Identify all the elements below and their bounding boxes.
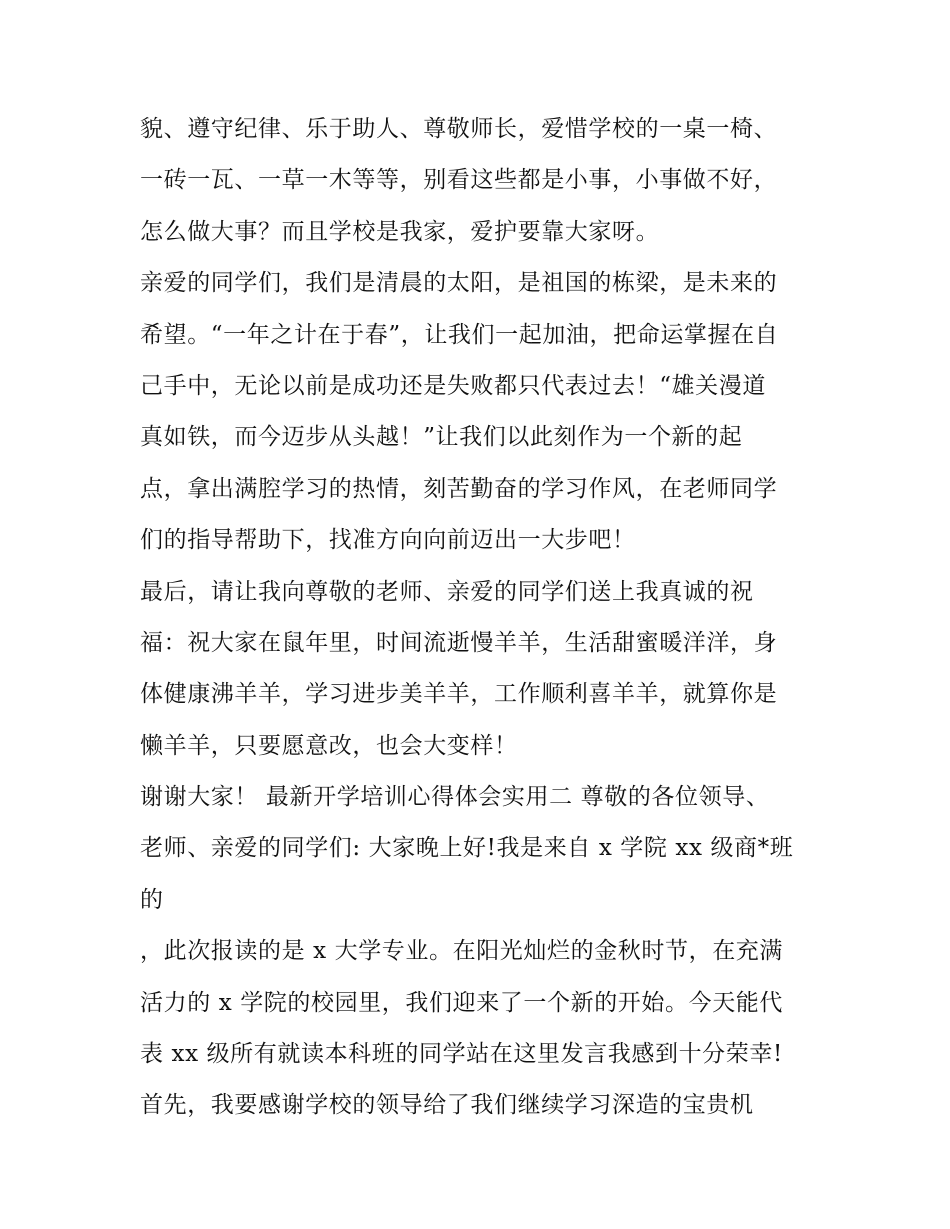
text-line: 希望。“一年之计在于春”，让我们一起加油，把命运掌握在自 bbox=[140, 321, 779, 348]
text-line: 谢谢大家！ 最新开学培训心得体会实用二 尊敬的各位领导、 bbox=[140, 784, 770, 811]
text-line: 表 xx 级所有就读本科班的同学站在这里发言我感到十分荣幸! bbox=[140, 1041, 783, 1068]
text-line: 们的指导帮助下，找准方向向前迈出一大步吧！ bbox=[140, 527, 636, 554]
text-line: 最后，请让我向尊敬的老师、亲爱的同学们送上我真诚的祝 bbox=[140, 578, 754, 605]
text-line: 体健康沸羊羊，学习进步美羊羊，工作顺利喜羊羊，就算你是 bbox=[140, 681, 778, 708]
text-line: 活力的 x 学院的校园里，我们迎来了一个新的开始。今天能代 bbox=[140, 989, 783, 1016]
text-line: 的 bbox=[140, 886, 164, 913]
text-line: 貌、遵守纪律、乐于助人、尊敬师长，爱惜学校的一桌一椅、 bbox=[140, 116, 778, 142]
text-line: 福：祝大家在鼠年里，时间流逝慢羊羊，生活甜蜜暖洋洋，身 bbox=[140, 629, 778, 656]
text-line: 老师、亲爱的同学们: 大家晚上好!我是来自 x 学院 xx 级商*班 bbox=[140, 835, 794, 862]
text-line: 怎么做大事？而且学校是我家，爱护要靠大家呀。 bbox=[140, 218, 660, 245]
text-line: 真如铁，而今迈步从头越！”让我们以此刻作为一个新的起 bbox=[140, 424, 743, 451]
text-line: 首先，我要感谢学校的领导给了我们继续学习深造的宝贵机 bbox=[140, 1092, 754, 1119]
text-line: 点，拿出满腔学习的热情，刻苦勤奋的学习作风，在老师同学 bbox=[140, 475, 778, 502]
text-line: 己手中，无论以前是成功还是失败都只代表过去！“雄关漫道 bbox=[140, 372, 766, 399]
text-line: 懒羊羊，只要愿意改，也会大变样！ bbox=[140, 732, 518, 759]
document-body bbox=[140, 104, 820, 1132]
text-line: 亲爱的同学们，我们是清晨的太阳，是祖国的栋梁，是未来的 bbox=[140, 270, 778, 297]
text-line: ，此次报读的是 x 大学专业。在阳光灿烂的金秋时节，在充满 bbox=[140, 938, 783, 965]
text-line: 一砖一瓦、一草一木等等，别看这些都是小事，小事做不好， bbox=[140, 167, 778, 194]
